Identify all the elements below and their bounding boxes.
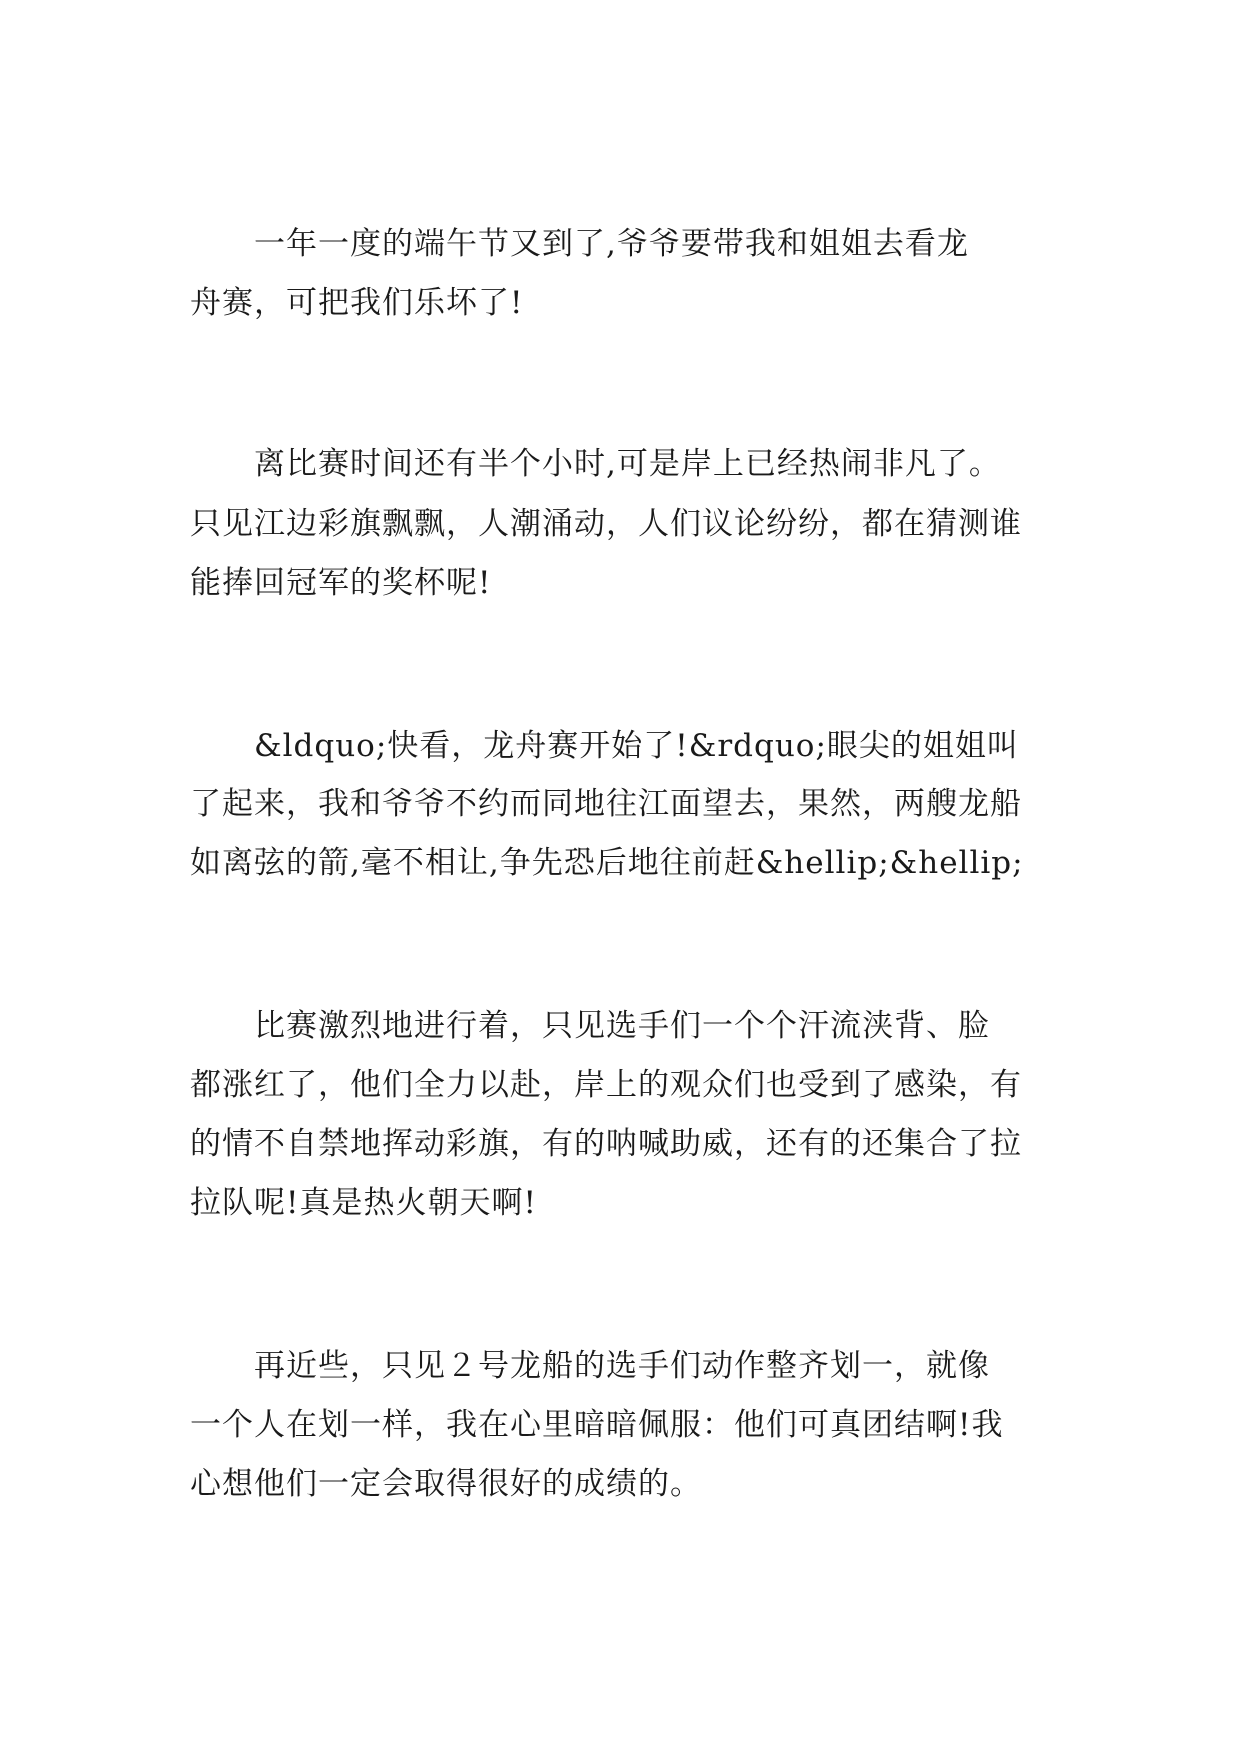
paragraph-4-line-3: 的情不自禁地挥动彩旗，有的呐喊助威，还有的还集合了拉 <box>190 1126 1022 1162</box>
paragraph-5-line-2: 一个人在划一样，我在心里暗暗佩服：他们可真团结啊!我 <box>190 1407 1004 1443</box>
paragraph-2-line-2: 只见江边彩旗飘飘，人潮涌动，人们议论纷纷，都在猜测谁 <box>190 506 1022 542</box>
paragraph-4-line-1: 比赛激烈地进行着，只见选手们一个个汗流浃背、脸 <box>190 1008 990 1044</box>
paragraph-1-line-2: 舟赛，可把我们乐坏了! <box>190 285 524 321</box>
paragraph-1-line-1: 一年一度的端午节又到了,爷爷要带我和姐姐去看龙 <box>190 226 969 262</box>
paragraph-3-line-1: &ldquo;快看，龙舟赛开始了!&rdquo;眼尖的姐姐叫 <box>190 728 1019 764</box>
paragraph-2-line-1: 离比赛时间还有半个小时,可是岸上已经热闹非凡了。 <box>190 446 1001 482</box>
paragraph-3-line-3: 如离弦的箭,毫不相让,争先恐后地往前赶&hellip;&hellip; <box>190 845 1024 881</box>
paragraph-5-line-1: 再近些，只见２号龙船的选手们动作整齐划一，就像 <box>190 1348 990 1384</box>
paragraph-5-line-3: 心想他们一定会取得很好的成绩的。 <box>190 1466 702 1502</box>
paragraph-4-line-4: 拉队呢!真是热火朝天啊! <box>190 1185 537 1221</box>
paragraph-4-line-2: 都涨红了，他们全力以赴，岸上的观众们也受到了感染，有 <box>190 1067 1022 1103</box>
paragraph-2-line-3: 能捧回冠军的奖杯呢! <box>190 565 492 601</box>
paragraph-3-line-2: 了起来，我和爷爷不约而同地往江面望去，果然，两艘龙船 <box>190 786 1022 822</box>
